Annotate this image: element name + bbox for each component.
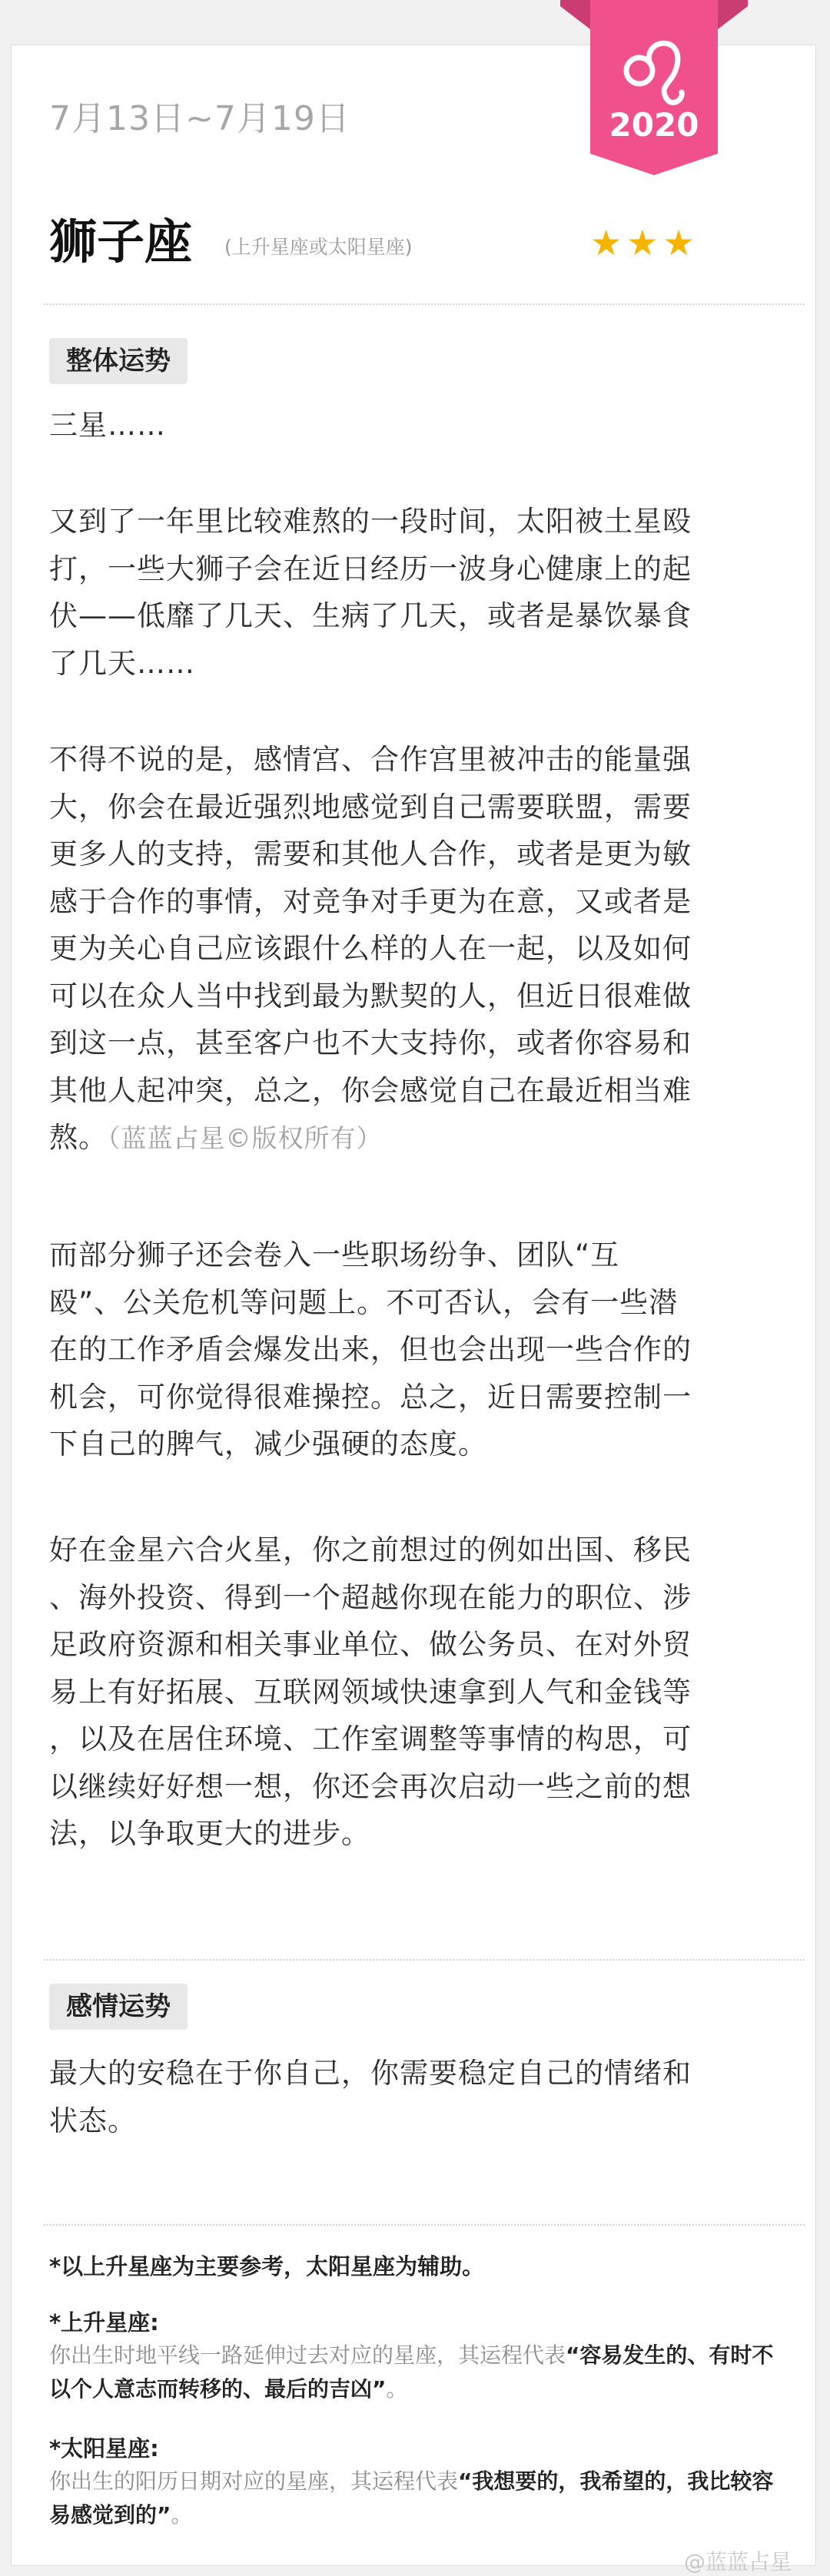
- note-sun-quote: “我想要的，我希望的，我比较容易感觉到的”: [49, 2468, 774, 2528]
- star-rating: ★★★: [590, 222, 699, 264]
- love-p1: 最大的安稳在于你自己，你需要稳定自己的情绪和 状态。: [49, 2057, 692, 2137]
- divider: [44, 1959, 805, 1961]
- year-ribbon: [560, 0, 748, 175]
- overall-p3-text: 不得不说的是，感情宫、合作宫里被冲击的能量强 大，你会在最近强烈地感觉到自己需要联盟，需要 更多人的支持，需要和其他人合作，或者是更为敏 感于合作的事情，对竞争对手更为在意，又或者是 更为关心自己应该跟什么样的人在一起，以及如何 可以在众人当中找到最为默契的人，但近日很难做 到这一点，甚至客户也不大支持你，或者你容易和 其他人起冲突，总之，你会感觉自己在最近相当难 熬。: [49, 743, 692, 1154]
- note-sun-text: 你出生的阳历日期对应的星座，其运程代表“我想要的，我希望的，我比较容易感觉到的”。: [49, 2468, 774, 2528]
- note-rising-title: *上升星座:: [49, 2309, 159, 2336]
- note-main: *以上升星座为主要参考，太阳星座为辅助。: [49, 2253, 485, 2279]
- ribbon-shape: [560, 0, 748, 175]
- overall-p5: 好在金星六合火星，你之前想过的例如出国、移民 、海外投资、得到一个超越你现在能力的职位、涉 足政府资源和相关事业单位、做公务员、在对外贸 易上有好拓展、互联网领域快速拿到人气和金钱等 ，以及在居住环境、工作室调整等事情的构思，可 以继续好好想一想，你还会再次启动一些之前的想 法，以争取更大的进步。: [49, 1533, 692, 1850]
- note-rising-text: 你出生时地平线一路延伸过去对应的星座，其运程代表“容易发生的、有时不以个人意志而转移的、最后的吉凶”。: [49, 2342, 774, 2402]
- footnotes: [49, 2249, 787, 2532]
- overall-p3: [49, 736, 787, 1162]
- copyright-credit: （蓝蓝占星©版权所有）: [108, 1123, 383, 1153]
- overall-p2: 又到了一年里比较难熬的一段时间，太阳被土星殴 打，一些大狮子会在近日经历一波身心健康上的起 伏——低靡了几天、生病了几天，或者是暴饮暴食 了几天……: [49, 505, 692, 680]
- year-badge: 2020: [609, 106, 699, 144]
- note-rising-quote: “容易发生的、有时不以个人意志而转移的、最后的吉凶”: [49, 2342, 774, 2402]
- divider: [44, 2224, 805, 2226]
- note-sun-title: *太阳星座:: [49, 2435, 159, 2462]
- sign-subtitle: (上升星座或太阳星座): [224, 236, 413, 258]
- sign-name: 狮子座: [49, 214, 193, 270]
- overall-p1: 三星……: [49, 409, 166, 442]
- date-range: 7月13日~7月19日: [49, 99, 350, 138]
- overall-p4: 而部分狮子还会卷入一些职场纷争、团队“互 殴”、公关危机等问题上。不可否认，会有一些潜 在的工作矛盾会爆发出来，但也会出现一些合作的 机会，可你觉得很难操控。总之，近日需要控制一 下自己的脾气，减少强硬的态度。: [49, 1238, 692, 1460]
- watermark: @蓝蓝占星: [684, 2549, 792, 2574]
- divider: [44, 303, 805, 305]
- love-tag: 感情运势: [49, 1984, 188, 2030]
- overall-tag: 整体运势: [49, 338, 188, 384]
